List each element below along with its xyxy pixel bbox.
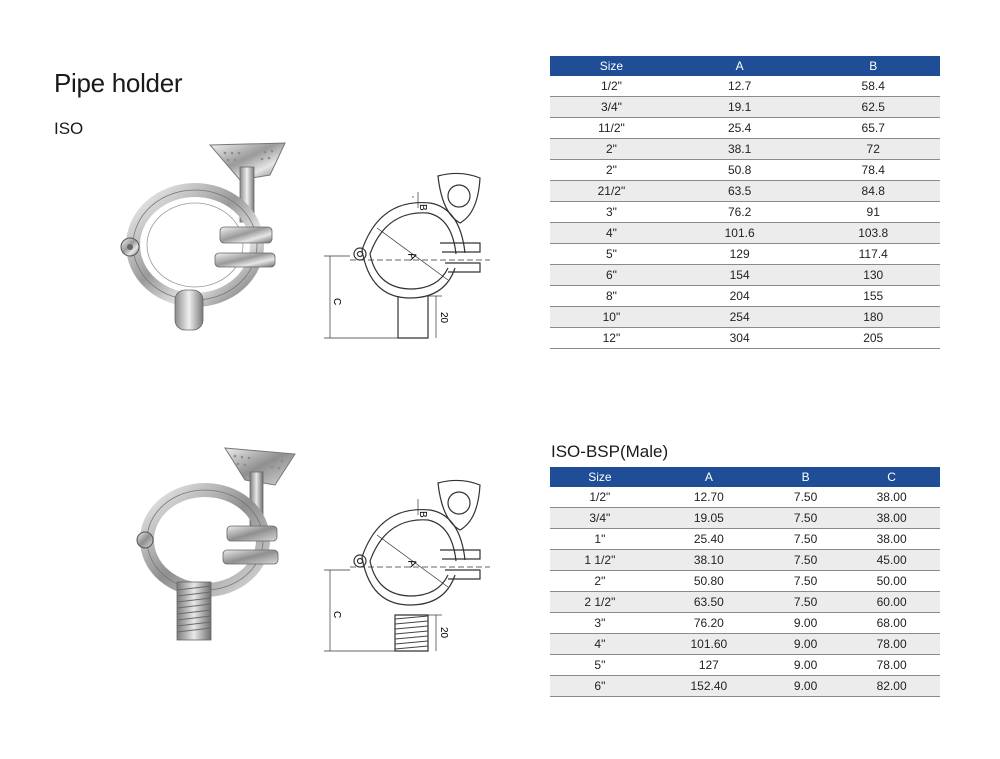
- section-title-iso-bsp: ISO-BSP(Male): [551, 442, 669, 461]
- table-row: [550, 529, 940, 550]
- table-cell: 60.00: [843, 592, 940, 613]
- column-header: Size: [550, 467, 650, 487]
- table-cell: 1": [550, 529, 650, 550]
- column-header: C: [843, 467, 940, 487]
- table-cell: 78.00: [843, 634, 940, 655]
- table-cell: 84.8: [806, 181, 940, 202]
- table-cell: 21/2": [550, 181, 673, 202]
- table-row: [550, 508, 940, 529]
- table-cell: 154: [673, 265, 807, 286]
- column-header: B: [806, 56, 940, 76]
- table-row: [550, 307, 940, 328]
- table-cell: 78.4: [806, 160, 940, 181]
- table-cell: 65.7: [806, 118, 940, 139]
- table-cell: 1/2": [550, 487, 650, 508]
- pipe-holder-photo-iso-bsp: [115, 440, 315, 655]
- table-cell: 12.70: [650, 487, 768, 508]
- table-row: [550, 265, 940, 286]
- table-cell: 127: [650, 655, 768, 676]
- table-cell: 8": [550, 286, 673, 307]
- table-row: [550, 571, 940, 592]
- table-cell: 50.00: [843, 571, 940, 592]
- iso-spec-table: [550, 56, 940, 349]
- table-cell: 5": [550, 244, 673, 265]
- table-row: [550, 655, 940, 676]
- table-cell: 63.5: [673, 181, 807, 202]
- section-title-iso: ISO: [54, 119, 84, 138]
- table-cell: 25.4: [673, 118, 807, 139]
- table-cell: 50.80: [650, 571, 768, 592]
- technical-drawing-iso: [320, 168, 500, 348]
- table-cell: 3": [550, 202, 673, 223]
- dim-label-b: B: [417, 511, 428, 518]
- table-cell: 130: [806, 265, 940, 286]
- column-header: A: [650, 467, 768, 487]
- technical-drawing-iso-bsp: [320, 475, 500, 660]
- table-cell: 19.05: [650, 508, 768, 529]
- table-cell: 91: [806, 202, 940, 223]
- table-cell: 7.50: [768, 529, 843, 550]
- table-cell: 12": [550, 328, 673, 349]
- table-cell: 78.00: [843, 655, 940, 676]
- table-cell: 117.4: [806, 244, 940, 265]
- table-cell: 38.10: [650, 550, 768, 571]
- dim-label-c: C: [331, 298, 342, 306]
- table-cell: 6": [550, 265, 673, 286]
- table-cell: 7.50: [768, 508, 843, 529]
- table-cell: 9.00: [768, 613, 843, 634]
- table-cell: 2": [550, 139, 673, 160]
- table-row: [550, 118, 940, 139]
- table-cell: 76.20: [650, 613, 768, 634]
- table-row: [550, 202, 940, 223]
- table-cell: 254: [673, 307, 807, 328]
- dim-label-c: C: [331, 611, 342, 619]
- table-cell: 9.00: [768, 655, 843, 676]
- table-cell: 72: [806, 139, 940, 160]
- table-cell: 205: [806, 328, 940, 349]
- dim-label-20: 20: [438, 627, 449, 639]
- table-cell: 7.50: [768, 487, 843, 508]
- dim-label-20: 20: [438, 312, 449, 324]
- table-header-row: [550, 56, 940, 76]
- table-cell: 11/2": [550, 118, 673, 139]
- table-row: [550, 487, 940, 508]
- table-cell: 304: [673, 328, 807, 349]
- pipe-holder-photo-iso: [100, 135, 310, 350]
- table-cell: 38.00: [843, 529, 940, 550]
- table-header-row: [550, 467, 940, 487]
- dim-label-a: A: [405, 250, 419, 262]
- table-row: [550, 550, 940, 571]
- table-cell: 12.7: [673, 76, 807, 97]
- table-cell: 7.50: [768, 592, 843, 613]
- table-cell: 38.00: [843, 487, 940, 508]
- table-cell: 10": [550, 307, 673, 328]
- table-cell: 4": [550, 634, 650, 655]
- table-row: [550, 223, 940, 244]
- table-row: [550, 244, 940, 265]
- table-row: [550, 286, 940, 307]
- table-cell: 4": [550, 223, 673, 244]
- table-cell: 68.00: [843, 613, 940, 634]
- table-cell: 7.50: [768, 571, 843, 592]
- table-row: [550, 76, 940, 97]
- dim-label-a: A: [405, 557, 419, 569]
- table-cell: 1/2": [550, 76, 673, 97]
- table-cell: 38.00: [843, 508, 940, 529]
- column-header: Size: [550, 56, 673, 76]
- table-cell: 152.40: [650, 676, 768, 697]
- table-cell: 101.6: [673, 223, 807, 244]
- table-cell: 5": [550, 655, 650, 676]
- table-row: [550, 328, 940, 349]
- table-cell: 155: [806, 286, 940, 307]
- table-cell: 19.1: [673, 97, 807, 118]
- page-title: Pipe holder: [54, 68, 183, 98]
- table-cell: 2": [550, 160, 673, 181]
- table-row: [550, 634, 940, 655]
- table-cell: 3/4": [550, 97, 673, 118]
- table-cell: 50.8: [673, 160, 807, 181]
- table-cell: 45.00: [843, 550, 940, 571]
- table-cell: 25.40: [650, 529, 768, 550]
- table-cell: 204: [673, 286, 807, 307]
- table-row: [550, 613, 940, 634]
- table-cell: 38.1: [673, 139, 807, 160]
- table-row: [550, 97, 940, 118]
- table-cell: 103.8: [806, 223, 940, 244]
- table-row: [550, 181, 940, 202]
- table-cell: 2 1/2": [550, 592, 650, 613]
- table-cell: 129: [673, 244, 807, 265]
- table-cell: 1 1/2": [550, 550, 650, 571]
- column-header: B: [768, 467, 843, 487]
- table-cell: 82.00: [843, 676, 940, 697]
- table-row: [550, 592, 940, 613]
- table-cell: 2": [550, 571, 650, 592]
- table-cell: 3/4": [550, 508, 650, 529]
- table-cell: 58.4: [806, 76, 940, 97]
- iso-bsp-spec-table: [550, 467, 940, 697]
- dim-label-b: B: [417, 204, 428, 211]
- table-cell: 101.60: [650, 634, 768, 655]
- table-cell: 63.50: [650, 592, 768, 613]
- table-cell: 9.00: [768, 634, 843, 655]
- table-cell: 6": [550, 676, 650, 697]
- table-cell: 180: [806, 307, 940, 328]
- table-row: [550, 676, 940, 697]
- table-row: [550, 160, 940, 181]
- table-cell: 76.2: [673, 202, 807, 223]
- column-header: A: [673, 56, 807, 76]
- table-cell: 62.5: [806, 97, 940, 118]
- table-row: [550, 139, 940, 160]
- table-cell: 9.00: [768, 676, 843, 697]
- table-cell: 7.50: [768, 550, 843, 571]
- table-cell: 3": [550, 613, 650, 634]
